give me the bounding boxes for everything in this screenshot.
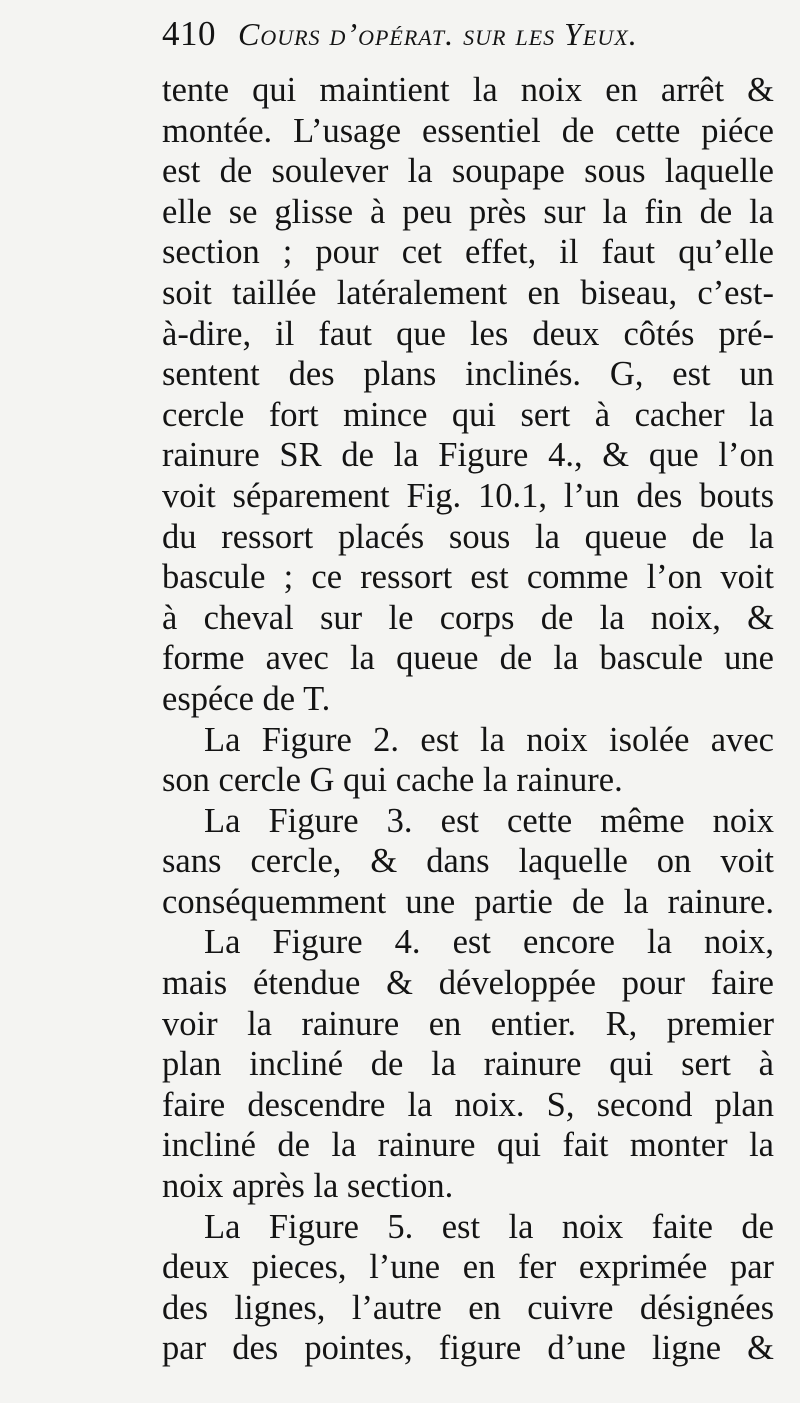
- text-line: elle se glisse à peu près sur la fin de la: [162, 192, 774, 231]
- paragraph: [162, 922, 774, 1206]
- text-line: espéce de T.: [162, 679, 331, 718]
- paragraph: [162, 801, 774, 923]
- paragraph: [162, 720, 774, 801]
- text-line: sans cercle, & dans laquelle on voit: [162, 842, 774, 881]
- running-head: [162, 14, 774, 70]
- text-line: sentent des plans inclinés. G, est un: [162, 355, 774, 394]
- text-line: section ; pour cet effet, il faut qu’elle: [162, 233, 774, 272]
- text-line: soit taillée latéralement en biseau, c’est-: [162, 273, 774, 312]
- text-line: La Figure 4. est encore la noix,: [204, 923, 774, 962]
- running-title: Cours d’opérat. sur les Yeux.: [238, 16, 638, 52]
- text-line: faire descendre la noix. S, second plan: [162, 1085, 774, 1124]
- text-line: son cercle G qui cache la rainure.: [162, 761, 623, 800]
- text-line: conséquemment une partie de la rainure.: [162, 882, 774, 921]
- text-line: cercle fort mince qui sert à cacher la: [162, 395, 774, 434]
- text-line: incliné de la rainure qui fait monter la: [162, 1126, 774, 1165]
- text-line: forme avec la queue de la bascule une: [162, 639, 774, 678]
- page-number: 410: [162, 14, 216, 53]
- text-line: à-dire, il faut que les deux côtés pré-: [162, 314, 774, 353]
- text-line: La Figure 5. est la noix faite de: [204, 1207, 774, 1246]
- text-line: voir la rainure en entier. R, premier: [162, 1004, 774, 1043]
- text-line: des lignes, l’autre en cuivre désignées: [162, 1288, 774, 1327]
- text-line: mais étendue & développée pour faire: [162, 964, 774, 1003]
- text-line: montée. L’usage essentiel de cette piéce: [162, 111, 774, 150]
- text-line: rainure SR de la Figure 4., & que l’on: [162, 436, 774, 475]
- text-line: noix après la section.: [162, 1167, 454, 1206]
- text-line: par des pointes, figure d’une ligne &: [162, 1329, 774, 1368]
- text-line: bascule ; ce ressort est comme l’on voit: [162, 558, 774, 597]
- text-line: à cheval sur le corps de la noix, &: [162, 598, 774, 637]
- paragraph: [162, 1207, 774, 1369]
- text-line: deux pieces, l’une en fer exprimée par: [162, 1248, 774, 1287]
- text-line: plan incliné de la rainure qui sert à: [162, 1045, 774, 1084]
- paragraph: [162, 70, 774, 720]
- text-line: La Figure 3. est cette même noix: [204, 801, 774, 840]
- body-text: [162, 70, 774, 1369]
- text-line: du ressort placés sous la queue de la: [162, 517, 774, 556]
- text-line: est de soulever la soupape sous laquelle: [162, 152, 774, 191]
- text-line: voit séparement Fig. 10.1, l’un des bouts: [162, 476, 774, 515]
- text-line: La Figure 2. est la noix isolée avec: [204, 720, 774, 759]
- text-line: tente qui maintient la noix en arrêt &: [162, 71, 774, 109]
